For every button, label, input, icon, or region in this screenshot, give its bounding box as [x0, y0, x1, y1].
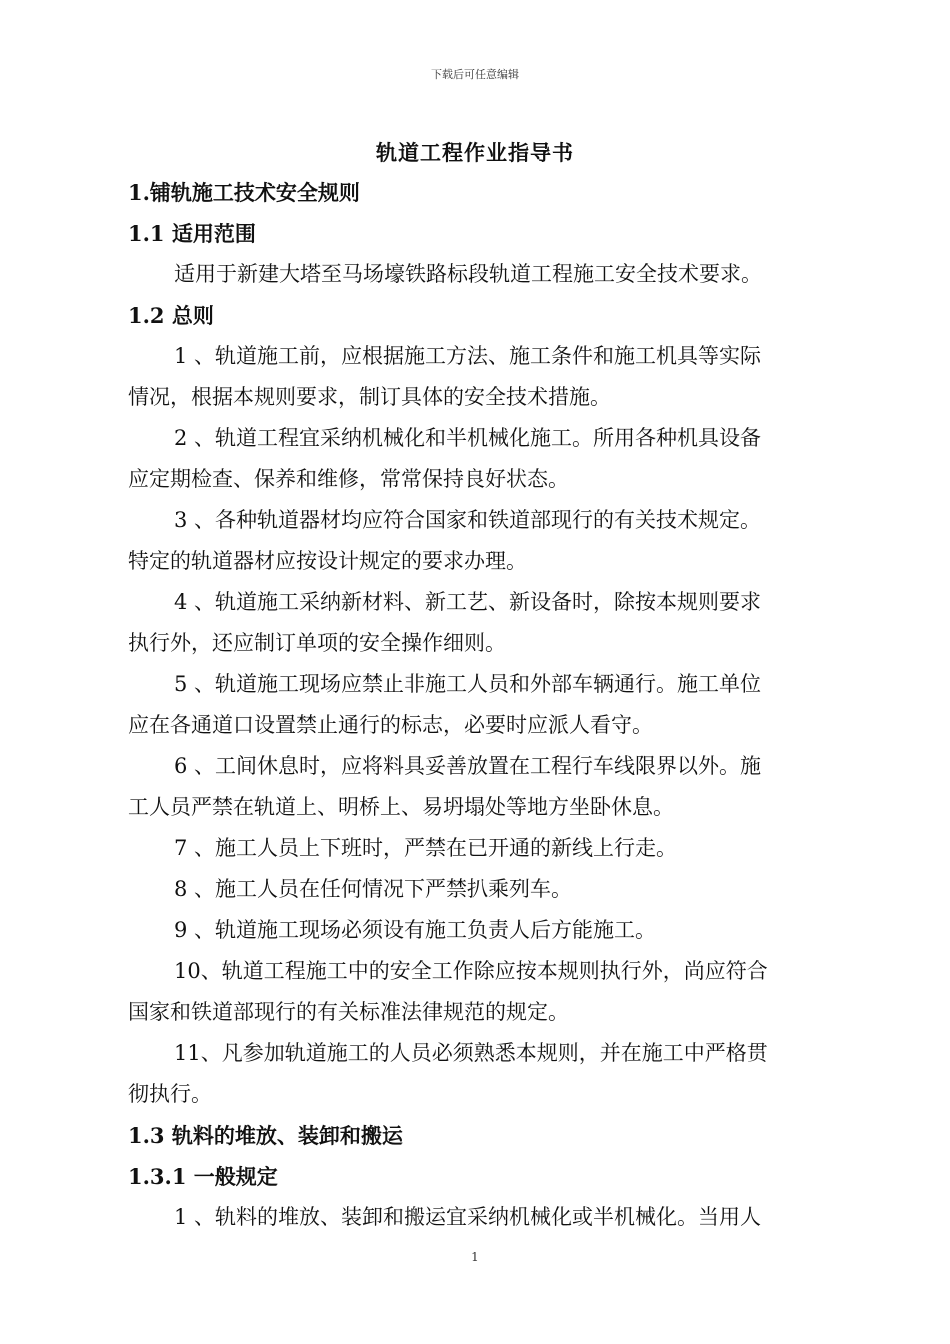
paragraph-line: 1 、轨道施工前，应根据施工方法、施工条件和施工机具等实际 — [174, 344, 762, 368]
section-heading: 1.3 轨料的堆放、装卸和搬运 — [128, 1123, 403, 1148]
paragraph-line: 应定期检查、保养和维修，常常保持良好状态。 — [128, 467, 569, 491]
paragraph-line: 适用于新建大塔至马场壕铁路标段轨道工程施工安全技术要求。 — [174, 262, 762, 286]
paragraph-line: 6 、工间休息时，应将料具妥善放置在工程行车线限界以外。施 — [174, 754, 762, 778]
paragraph-line: 1 、轨料的堆放、装卸和搬运宜采纳机械化或半机械化。当用人 — [174, 1205, 762, 1229]
paragraph-line: 4 、轨道施工采纳新材料、新工艺、新设备时，除按本规则要求 — [174, 590, 762, 614]
section-heading: 1.3.1 一般规定 — [128, 1164, 278, 1189]
paragraph-line: 工人员严禁在轨道上、明桥上、易坍塌处等地方坐卧休息。 — [128, 795, 674, 819]
paragraph-line: 5 、轨道施工现场应禁止非施工人员和外部车辆通行。施工单位 — [174, 672, 762, 696]
section-heading: 1.铺轨施工技术安全规则 — [128, 180, 360, 205]
paragraph-line: 彻执行。 — [128, 1082, 212, 1106]
paragraph-line: 特定的轨道器材应按设计规定的要求办理。 — [128, 549, 527, 573]
document-title: 轨道工程作业指导书 — [376, 140, 574, 165]
paragraph-line: 3 、各种轨道器材均应符合国家和铁道部现行的有关技术规定。 — [174, 508, 762, 532]
document-body — [128, 172, 840, 1238]
paragraph-line: 应在各通道口设置禁止通行的标志，必要时应派人看守。 — [128, 713, 653, 737]
paragraph-line: 2 、轨道工程宜采纳机械化和半机械化施工。所用各种机具设备 — [174, 426, 762, 450]
paragraph-line: 国家和铁道部现行的有关标准法律规范的规定。 — [128, 1000, 569, 1024]
paragraph-line: 8 、施工人员在任何情况下严禁扒乘列车。 — [174, 877, 573, 901]
page-number: 1 — [471, 1250, 479, 1264]
section-heading: 1.1 适用范围 — [128, 221, 256, 246]
paragraph-line: 执行外，还应制订单项的安全操作细则。 — [128, 631, 506, 655]
section-heading: 1.2 总则 — [128, 303, 214, 328]
paragraph-line: 情况，根据本规则要求，制订具体的安全技术措施。 — [128, 385, 611, 409]
paragraph-line: 11、凡参加轨道施工的人员必须熟悉本规则，并在施工中严格贯 — [174, 1041, 768, 1065]
header-note: 下载后可任意编辑 — [431, 68, 519, 81]
paragraph-line: 10、轨道工程施工中的安全工作除应按本规则执行外，尚应符合 — [174, 959, 768, 983]
paragraph-line: 9 、轨道施工现场必须设有施工负责人后方能施工。 — [174, 918, 657, 942]
paragraph-line: 7 、施工人员上下班时，严禁在已开通的新线上行走。 — [174, 836, 678, 860]
